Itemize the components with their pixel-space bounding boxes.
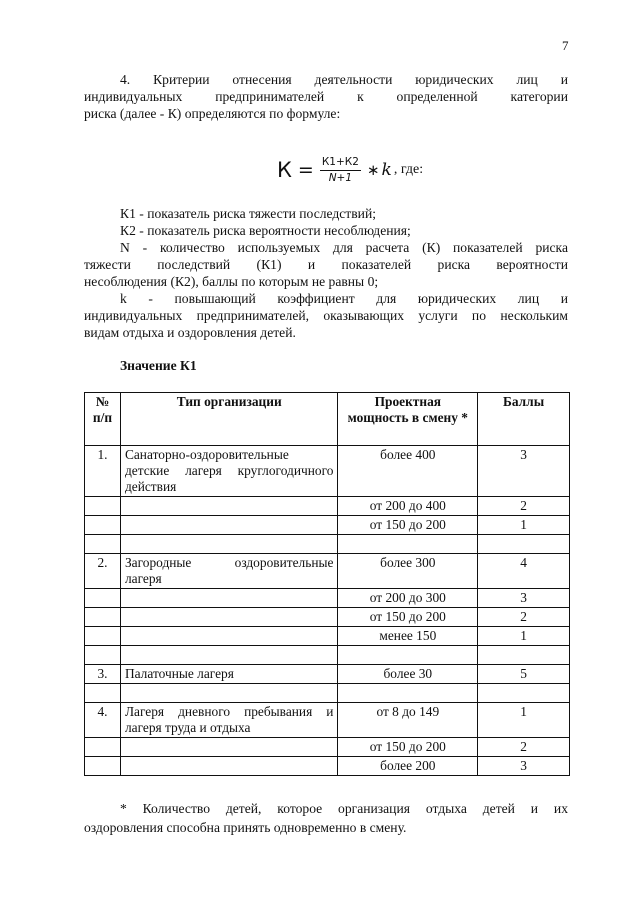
org-type-cell: Загородные оздоровительные лагеря bbox=[120, 554, 338, 589]
row-number-cell: 3. bbox=[85, 665, 121, 684]
capacity-cell: менее 150 bbox=[338, 627, 478, 646]
org-type-cell bbox=[120, 608, 338, 627]
header-org-type: Тип организации bbox=[120, 393, 338, 446]
capacity-cell: более 400 bbox=[338, 446, 478, 497]
points-cell: 1 bbox=[478, 516, 570, 535]
points-cell: 3 bbox=[478, 757, 570, 776]
table-row bbox=[85, 757, 570, 776]
intro-line: индивидуальных предпринимателей к определенной категории bbox=[84, 89, 568, 104]
capacity-cell bbox=[338, 646, 478, 665]
table-row bbox=[85, 497, 570, 516]
org-type-cell bbox=[120, 646, 338, 665]
row-number-cell bbox=[85, 684, 121, 703]
org-type-cell bbox=[120, 738, 338, 757]
definition-line: N - количество используемых для расчета (К) показателей риска bbox=[120, 240, 568, 255]
definition-line: несоблюдения (К2), баллы по которым не равны 0; bbox=[84, 274, 379, 289]
capacity-cell: от 8 до 149 bbox=[338, 703, 478, 738]
points-cell: 5 bbox=[478, 665, 570, 684]
table-body bbox=[85, 446, 570, 776]
table-row bbox=[85, 703, 570, 738]
k1-table bbox=[84, 392, 570, 776]
org-type-cell bbox=[120, 684, 338, 703]
points-cell: 2 bbox=[478, 608, 570, 627]
table-row bbox=[85, 738, 570, 757]
formula-fraction bbox=[320, 156, 361, 184]
formula-lhs: К bbox=[277, 158, 292, 182]
header-number: № п/п bbox=[85, 393, 121, 446]
points-cell bbox=[478, 646, 570, 665]
intro-line: риска (далее - К) определяются по формуле: bbox=[84, 106, 341, 121]
footnote bbox=[84, 799, 568, 837]
row-number-cell bbox=[85, 757, 121, 776]
table-row bbox=[85, 627, 570, 646]
points-cell: 2 bbox=[478, 738, 570, 757]
row-number-cell bbox=[85, 497, 121, 516]
intro-line: 4. Критерии отнесения деятельности юридических лиц и bbox=[120, 72, 568, 87]
header-capacity: Проектная мощность в смену * bbox=[338, 393, 478, 446]
org-type-cell bbox=[120, 627, 338, 646]
org-type-cell bbox=[120, 516, 338, 535]
row-number-cell bbox=[85, 589, 121, 608]
capacity-cell bbox=[338, 684, 478, 703]
table-row bbox=[85, 554, 570, 589]
page-number: 7 bbox=[562, 38, 569, 53]
table-header-row bbox=[85, 393, 570, 446]
formula-coefficient: k bbox=[381, 160, 392, 180]
definition-line: К2 - показатель риска вероятности несоблюдения; bbox=[120, 223, 411, 238]
definition-line: видам отдыха и оздоровления детей. bbox=[84, 325, 296, 340]
table-row bbox=[85, 646, 570, 665]
header-points: Баллы bbox=[478, 393, 570, 446]
row-number-cell: 2. bbox=[85, 554, 121, 589]
points-cell: 3 bbox=[478, 589, 570, 608]
definition-line: k - повышающий коэффициент для юридических лиц и bbox=[120, 291, 568, 306]
footnote-line: оздоровления способна принять одновременно в смену. bbox=[84, 820, 407, 835]
points-cell bbox=[478, 535, 570, 554]
table-row bbox=[85, 589, 570, 608]
capacity-cell: от 150 до 200 bbox=[338, 738, 478, 757]
capacity-cell: более 200 bbox=[338, 757, 478, 776]
definition-line: тяжести последствий (К1) и показателей риска вероятности bbox=[84, 257, 568, 272]
formula-denominator: N+1 bbox=[328, 172, 353, 184]
org-type-cell: Палаточные лагеря bbox=[120, 665, 338, 684]
row-number-cell bbox=[85, 535, 121, 554]
definition-line: К1 - показатель риска тяжести последствий; bbox=[120, 206, 376, 221]
formula-equals: = bbox=[297, 159, 314, 181]
capacity-cell: от 150 до 200 bbox=[338, 608, 478, 627]
section-title: Значение К1 bbox=[120, 358, 197, 373]
formula-suffix: , где: bbox=[393, 162, 424, 177]
points-cell: 1 bbox=[478, 703, 570, 738]
points-cell: 1 bbox=[478, 627, 570, 646]
table-row bbox=[85, 516, 570, 535]
formula-numerator: К1+К2 bbox=[320, 156, 361, 171]
definition-line: индивидуальных предпринимателей, оказывающих услуги по нескольким bbox=[84, 308, 568, 323]
org-type-cell: Санаторно-оздоровительные детские лагеря круглогодичного действия bbox=[120, 446, 338, 497]
capacity-cell: от 200 до 300 bbox=[338, 589, 478, 608]
capacity-cell: от 200 до 400 bbox=[338, 497, 478, 516]
formula-multiply: ∗ bbox=[366, 161, 380, 179]
row-number-cell bbox=[85, 627, 121, 646]
capacity-cell: более 30 bbox=[338, 665, 478, 684]
intro-paragraph bbox=[84, 71, 568, 122]
org-type-cell bbox=[120, 535, 338, 554]
points-cell: 3 bbox=[478, 446, 570, 497]
risk-formula bbox=[277, 156, 423, 184]
table-row bbox=[85, 665, 570, 684]
org-type-cell: Лагеря дневного пребывания и лагеря труда и отдыха bbox=[120, 703, 338, 738]
capacity-cell: от 150 до 200 bbox=[338, 516, 478, 535]
row-number-cell bbox=[85, 646, 121, 665]
row-number-cell bbox=[85, 516, 121, 535]
points-cell: 4 bbox=[478, 554, 570, 589]
org-type-cell bbox=[120, 497, 338, 516]
row-number-cell bbox=[85, 738, 121, 757]
table-row bbox=[85, 608, 570, 627]
table-row bbox=[85, 684, 570, 703]
footnote-line: * Количество детей, которое организация отдыха детей и их bbox=[120, 801, 568, 816]
capacity-cell bbox=[338, 535, 478, 554]
table-row bbox=[85, 535, 570, 554]
org-type-cell bbox=[120, 589, 338, 608]
row-number-cell: 4. bbox=[85, 703, 121, 738]
table-row bbox=[85, 446, 570, 497]
capacity-cell: более 300 bbox=[338, 554, 478, 589]
row-number-cell: 1. bbox=[85, 446, 121, 497]
row-number-cell bbox=[85, 608, 121, 627]
org-type-cell bbox=[120, 757, 338, 776]
points-cell: 2 bbox=[478, 497, 570, 516]
definitions-paragraph bbox=[84, 205, 568, 341]
points-cell bbox=[478, 684, 570, 703]
